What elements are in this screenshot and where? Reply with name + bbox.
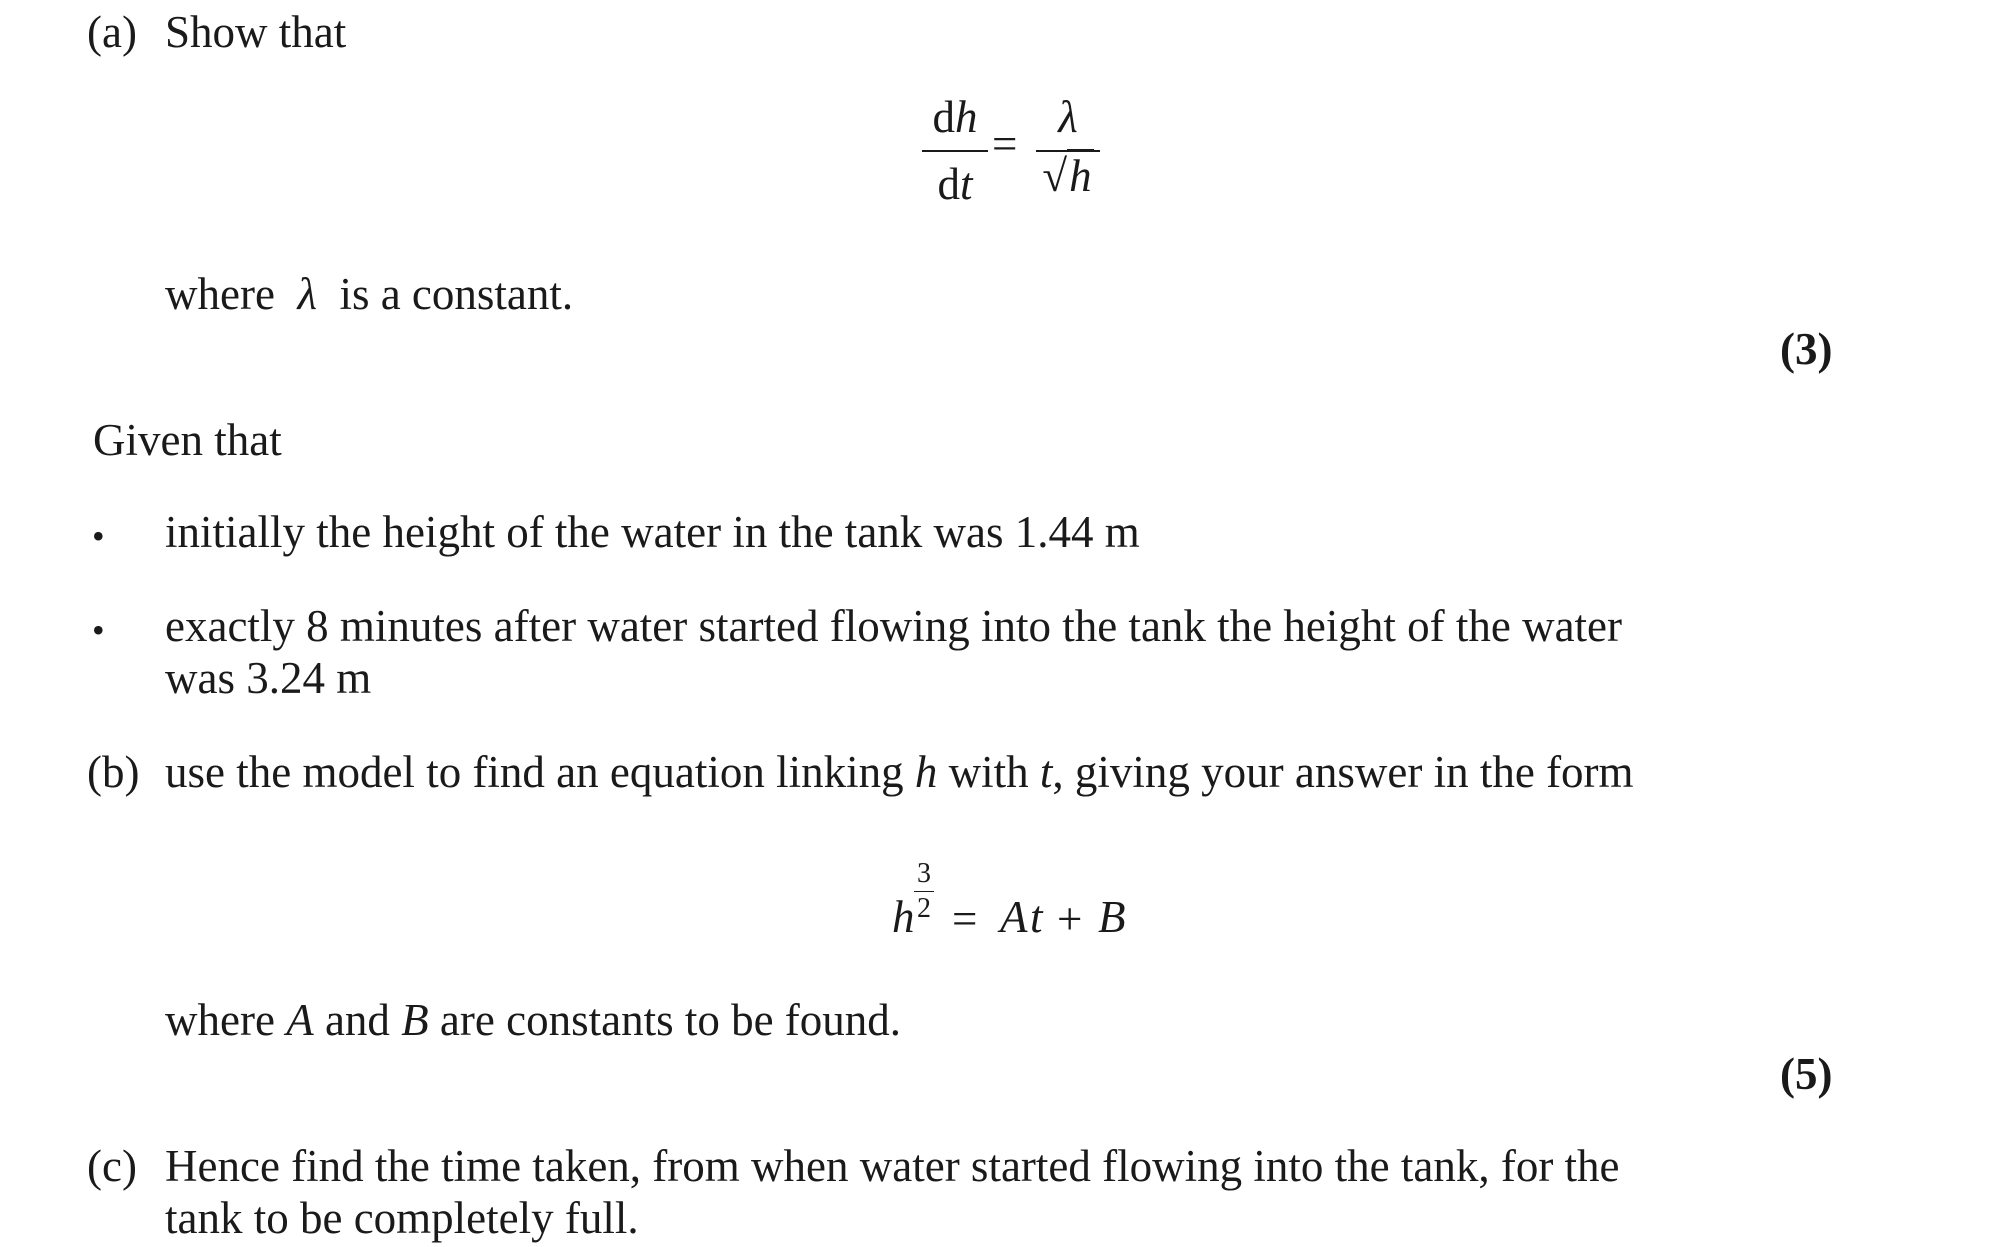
- where-text: is a constant.: [339, 269, 574, 319]
- variable-h: h: [1069, 151, 1092, 201]
- part-c-line-1: Hence find the time taken, from when water started flowing into the tank, for the: [165, 1141, 1620, 1191]
- part-b-label: (b): [87, 747, 140, 797]
- d-symbol: d: [932, 92, 955, 142]
- lambda-symbol: λ: [297, 269, 317, 319]
- marks-part-b: (5): [1780, 1049, 1833, 1099]
- where-text: are constants to be found.: [439, 995, 902, 1045]
- fraction-lambda-over-root-h: [1036, 92, 1100, 201]
- variable-A: A: [286, 995, 314, 1045]
- part-a-where-line: [165, 269, 574, 319]
- instruction-text: use the model to find an equation linking: [165, 747, 904, 797]
- bullet-icon: •: [92, 516, 105, 556]
- exponent-numerator: 3: [917, 858, 931, 889]
- fraction-dh-over-dt: [922, 92, 988, 209]
- given-bullet-2-line-2: was 3.24 m: [165, 653, 372, 703]
- variable-B: B: [1098, 892, 1126, 942]
- exponent-denominator: 2: [917, 893, 931, 924]
- variable-B: B: [401, 995, 429, 1045]
- given-bullet-2-line-1: exactly 8 minutes after water started flowing into the tank the height of the water: [165, 601, 1623, 651]
- given-bullet-1: initially the height of the water in the tank was 1.44 m: [165, 507, 1140, 557]
- instruction-text: with: [948, 747, 1029, 797]
- variable-t: t: [1030, 892, 1043, 942]
- variable-h: h: [892, 892, 915, 942]
- variable-t: t: [959, 159, 973, 209]
- where-text: where: [165, 269, 275, 319]
- part-a-label: (a): [87, 7, 137, 57]
- exponent-three-halves: [914, 860, 934, 923]
- bullet-icon: •: [92, 610, 105, 650]
- fraction-bar: [914, 891, 934, 892]
- part-a-instruction: Show that: [165, 7, 347, 57]
- instruction-text: , giving your answer in the form: [1052, 747, 1634, 797]
- part-b-where-line: [165, 995, 902, 1045]
- plus-sign: +: [1057, 894, 1083, 944]
- where-text: where: [165, 995, 275, 1045]
- variable-h: h: [914, 747, 938, 797]
- part-b-instruction: [165, 747, 1634, 797]
- equals-sign: =: [952, 894, 978, 944]
- equals-sign: =: [992, 119, 1018, 169]
- variable-h: h: [955, 92, 978, 142]
- lambda-symbol: λ: [1058, 92, 1078, 142]
- square-root-icon: √: [1042, 151, 1068, 201]
- fraction-bar: [922, 150, 988, 152]
- variable-t: t: [1039, 747, 1053, 797]
- part-c-line-2: tank to be completely full.: [165, 1193, 639, 1243]
- where-text: and: [324, 995, 390, 1045]
- variable-A: A: [1000, 892, 1028, 942]
- d-symbol: d: [937, 159, 960, 209]
- part-c-label: (c): [87, 1141, 137, 1191]
- given-intro: Given that: [93, 415, 282, 465]
- marks-part-a: (3): [1780, 324, 1833, 374]
